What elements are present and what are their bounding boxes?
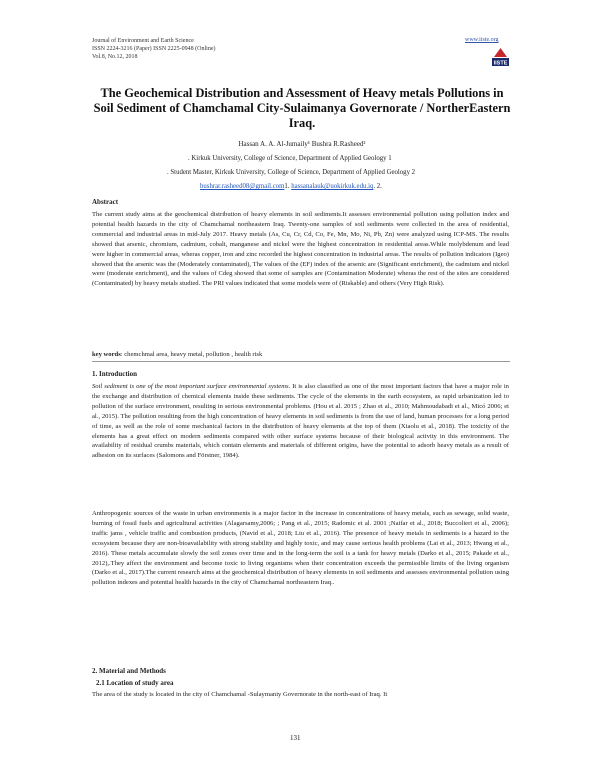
intro-paragraph-2: Anthropogenic sources of the waste in urban environments is a major factor in the increase in concentrations of heavy metals, such as sewage, solid waste, burning of fossil fuels and agricultural activities (Alagarsamy,2006; ; Pang et al., 2015; Radomic et al. 2001 ;Naifar et al., 2018; Buccolieri et al., 2006); traffic jams , vehicle traffic and combustion products, (Navid et al., 2018; Liu et al., 2016). The presence of heavy metals in sediments is a hazard to the ecosystem because they are non-bioavailability with strong stability and highly toxic, and may cause serious health problems (Lai et al., 2013; Hwang et al., 2016). These metals accumulate slowly the soil zones over time and in the long-term the soil is a tank for heavy metals (Darko et al., 2015; Pakade et al., 2012),.They affect the environment and become toxic to living organisms when their concentration exceeds the permissible limits of the living organism (Darko et al., 2017).The current research aims at the geochemical distribution of heavy elements in soil sediments and assesses environmental pollution using pollution indexes and potential health hazards in the city of Chamchamal northeastern Iraq.. — [92, 510, 509, 587]
section-divider — [92, 361, 510, 362]
iiste-logo — [492, 47, 509, 66]
journal-name: Journal of Environment and Earth Science — [92, 38, 194, 44]
intro-lead-sentence: Soil sediment is one of the most important surface environmental systems. — [92, 383, 291, 390]
keywords — [92, 351, 262, 358]
page-number: 131 — [290, 734, 301, 742]
methods-heading: 2. Material and Methods — [92, 667, 166, 675]
intro-p1-body: It is also classified as one of the most important factors that have a major role in the exchange and distribution of chemical elements inside these sediments. The cycle of the elements in the earth ecosystem, as rapid urbanization led to pollution of the surface environment, resulting in serious environmental problems. (Hou et al. 2015 ; Zhao et al., 2010; Mahmoudabadi et al., Micó 2006; et al., 2015). The pollution resulting from the high concentration of heavy elements in soil sediments is from the use of land, human processes for a long period of time, as well as the role of some mechanical factors in the distribution of heavy elements at the top of them (Xiaolu et al., 2018). The toxicity of the elements has a great effect on modern sediments compared with other surface systems because of their biological activity in this environment. The availability of residual crumbs materials, which contain elements and materials of different origins, have the potential to adsorb heavy metals as a result of adhesion on its surfaces (Salomons and Förstner, 1984). — [92, 383, 509, 460]
methods-paragraph-1: The area of the study is located in the city of Chamchamal -Sulaymaniy Governorate in the north-east of Iraq. It — [92, 691, 388, 698]
abstract-heading: Abstract — [92, 198, 119, 206]
keywords-label: key words — [92, 351, 121, 358]
methods-subheading: 2.1 Location of study area — [96, 679, 174, 687]
journal-issn: ISSN 2224-3216 (Paper) ISSN 2225-0948 (Online) — [92, 46, 216, 52]
journal-url-link[interactable]: www.iiste.org — [465, 37, 499, 43]
email-separator-2: . 2. — [373, 183, 382, 190]
email-link-2[interactable]: hassanalauk@uokirkuk.edu.iq — [291, 183, 374, 190]
intro-paragraph-1 — [92, 382, 509, 461]
email-link-1[interactable]: bushrar.rasheed08@gmail.com — [200, 183, 285, 190]
intro-heading: 1. Introduction — [92, 370, 137, 378]
paper-title: The Geochemical Distribution and Assessment of Heavy metals Pollutions in Soil Sediment of Chamchamal City-Sulaimanya Governorate / NortherEastern Iraq. — [93, 86, 511, 130]
authors: Hassan A. A. Al-Jumaily¹ Bushra R.Rasheed² — [238, 140, 366, 148]
abstract-text: The current study aims at the geochemical distribution of heavy elements in soil sediments.It assesses environmental pollution using pollution index and potential health hazards in the city of Chamchamal northeastern Iraq. Twenty-one samples of soil sediments were collected in the area of residential, commercial and industrial areas in mid-July 2017. Heavy metals (As, Cu, Cr, Cd, Co, Fe, Mn, Mo, Ni, Pb, Zn) were analyzed using ICP-MS. The results showed that arsenic, chromium, cadmium, cobalt, manganese and nickel were the highest concentration in residential areas.While molybdenum and lead were higher in commercial areas, wheras copper, iron and zinc recorded the highest concentration in industrial areas. The results of pollution indicators (Igeo) showed that the arsenic was the (Moderately contaminated), The values of the (EF) index of the arsenic are (Significant enrichment), the cadmium and nickel were (moderate enrichment), and the values of Cdeg showed that some of samples are (Contamination Moderate) wheras the rest of the sites are considered (Contaminated) by heavy metals studied. The PRI values indicated that some models were of (Riskable) and others (Very High Risk). — [92, 211, 509, 288]
keywords-text: : chemchmal area, heavy metal, pollution , health risk — [120, 351, 263, 358]
affiliation-2: . Student Master, Kirkuk University, College of Science, Department of Applied Geology 2 — [167, 169, 416, 176]
affiliation-1: . Kirkuk University, College of Science, Department of Applied Geology 1 — [188, 155, 392, 162]
email-separator-1: 1. — [284, 183, 290, 190]
author-emails — [200, 183, 382, 190]
logo-text: IISTE — [493, 60, 508, 66]
journal-volume: Vol.8, No.12, 2018 — [92, 54, 138, 60]
